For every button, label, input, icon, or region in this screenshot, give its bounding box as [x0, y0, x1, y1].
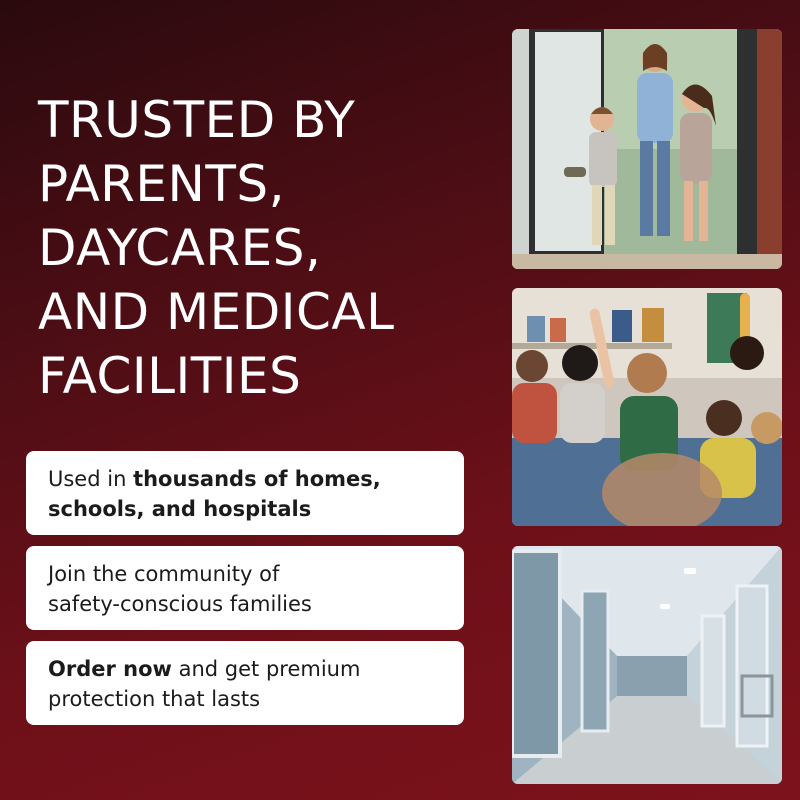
- photo-classroom-kids: [512, 288, 782, 526]
- card-text: and get premium: [171, 657, 361, 681]
- card-line: [48, 494, 442, 524]
- family-doorway-illustration: [512, 29, 782, 269]
- hallway-illustration: [512, 546, 782, 784]
- headline-line-3: DAYCARES,: [38, 219, 322, 277]
- feature-card-order: [26, 641, 464, 725]
- card-text: Used in: [48, 467, 134, 491]
- feature-card-homes: [26, 451, 464, 535]
- headline: [38, 88, 468, 408]
- card-line: [48, 654, 442, 684]
- headline-line-4: AND MEDICAL: [38, 283, 395, 341]
- card-text: Join the community of: [48, 562, 280, 586]
- card-bold-text: Order now: [48, 657, 172, 681]
- headline-line-5: FACILITIES: [38, 347, 302, 405]
- photo-hospital-hallway: [512, 546, 782, 784]
- card-line: [48, 464, 442, 494]
- classroom-illustration: [512, 288, 782, 526]
- headline-line-1: TRUSTED BY: [38, 91, 356, 149]
- card-bold-text: schools, and hospitals: [48, 497, 312, 521]
- card-bold-text: thousands of homes,: [133, 467, 381, 491]
- photo-family-doorway: [512, 29, 782, 269]
- headline-line-2: PARENTS,: [38, 155, 286, 213]
- card-text: protection that lasts: [48, 687, 261, 711]
- feature-card-community: [26, 546, 464, 630]
- card-text: safety-conscious families: [48, 592, 312, 616]
